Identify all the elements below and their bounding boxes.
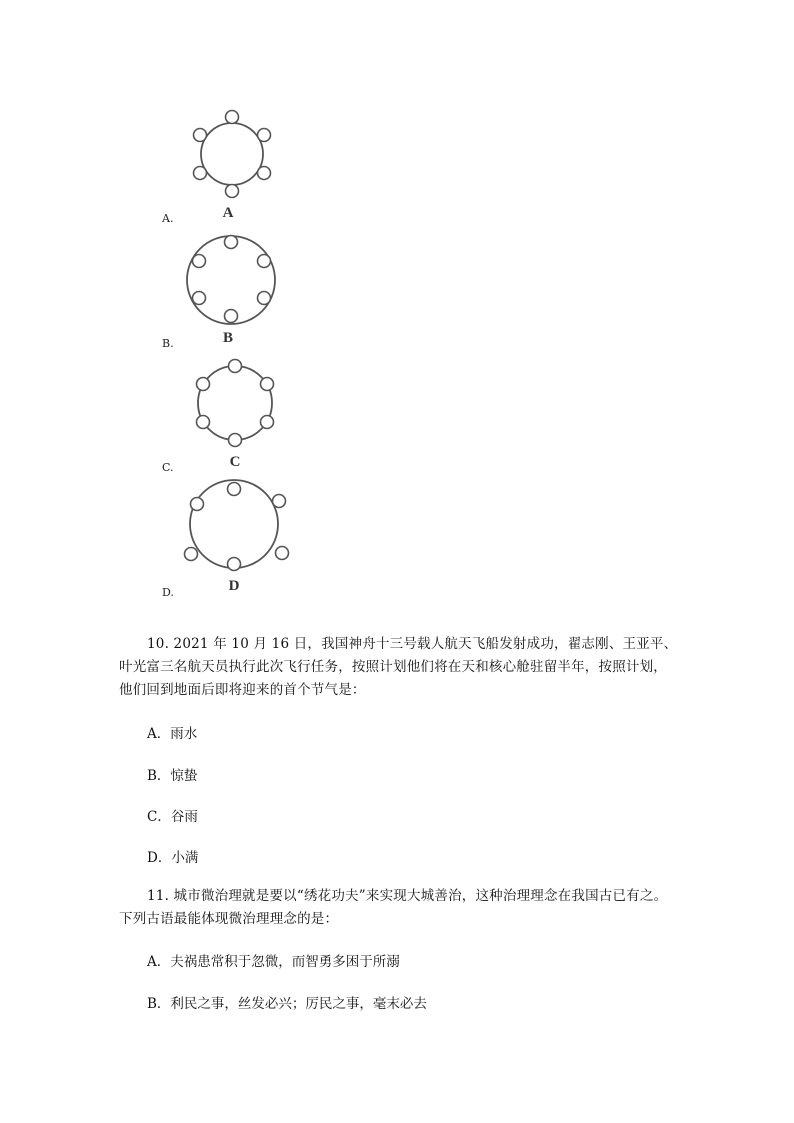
- figure-c-small-circle: [197, 378, 210, 391]
- figure-a-ring: [201, 123, 263, 185]
- figure-d-small-circle: [228, 483, 241, 496]
- figure-b-small-circle: [225, 236, 238, 249]
- figure-d-small-circle: [191, 498, 204, 511]
- question-10-choice-c[interactable]: C．谷雨: [147, 809, 198, 825]
- option-b-letter: B.: [162, 337, 174, 350]
- question-10-line-2: 叶光富三名航天员执行此次飞行任务，按照计划他们将在天和核心舱驻留半年，按照计划，: [119, 659, 667, 675]
- question-10-line-3: 他们回到地面后即将迎来的首个节气是：: [119, 682, 366, 698]
- figure-b-small-circle: [225, 310, 238, 323]
- figure-c-ring: [198, 366, 272, 440]
- figure-c-small-circle: [261, 378, 274, 391]
- figure-a-small-circle: [226, 111, 239, 124]
- figure-b-small-circle: [193, 292, 206, 305]
- question-11-line-1: 11. 城市微治理就是要以“绣花功夫”来实现大城善治，这种治理理念在我国古已有之。: [147, 888, 668, 904]
- figure-c-label: C: [229, 454, 241, 470]
- figure-c-small-circle: [261, 416, 274, 429]
- figure-a-small-circle: [258, 167, 271, 180]
- figure-b-small-circle: [258, 255, 271, 268]
- option-d-letter: D.: [162, 586, 174, 599]
- question-10-choice-a[interactable]: A．雨水: [147, 726, 198, 742]
- figure-b-small-circle: [193, 255, 206, 268]
- figure-a-small-circle: [194, 129, 207, 142]
- question-10-line-1: 10. 2021 年 10 月 16 日，我国神舟十三号载人航天飞船发射成功，翟志刚、王亚平、: [147, 636, 678, 652]
- question-11-line-2: 下列古语最能体现微治理理念的是：: [119, 911, 339, 927]
- figure-b-label: B: [222, 330, 233, 346]
- option-a-letter: A.: [162, 212, 174, 225]
- figure-a-small-circle: [194, 167, 207, 180]
- figure-a-label: A: [222, 205, 234, 221]
- figure-c-small-circle: [229, 434, 242, 447]
- figure-d-small-circle: [276, 547, 289, 560]
- figure-c-small-circle: [229, 360, 242, 373]
- question-11-choice-a[interactable]: A．夫祸患常积于忽微，而智勇多困于所溺: [147, 954, 400, 970]
- figure-d-small-circle: [185, 548, 198, 561]
- figure-a-small-circle: [226, 185, 239, 198]
- question-10-choice-d[interactable]: D．小满: [147, 850, 199, 866]
- figure-c-small-circle: [197, 416, 210, 429]
- question-10-choice-b[interactable]: B．惊蛰: [147, 768, 198, 784]
- figure-d-label: D: [228, 578, 240, 594]
- option-c-letter: C.: [162, 461, 174, 474]
- figure-b-small-circle: [258, 292, 271, 305]
- question-11-choice-b[interactable]: B．利民之事，丝发必兴；厉民之事，毫末必去: [147, 996, 427, 1012]
- figure-d-small-circle: [228, 558, 241, 571]
- figure-a-small-circle: [258, 129, 271, 142]
- figure-d-diagram: [0, 0, 1, 1]
- figure-d-small-circle: [273, 495, 286, 508]
